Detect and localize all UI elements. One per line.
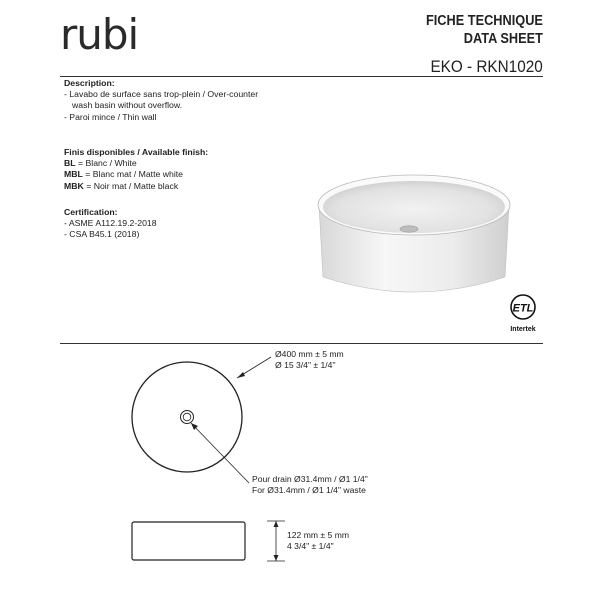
technical-drawing [0,340,600,600]
header-divider [60,76,543,77]
drain-english: For Ø31.4mm / Ø1 1/4" waste [252,484,366,495]
rubi-logo: rubi [60,10,139,59]
drain-label [252,474,368,495]
height-metric: 122 mm ± 5 mm [287,530,350,540]
description-heading: Description: [64,78,115,88]
description-line: wash basin without overflow. [72,100,183,111]
basin-product-image [305,165,523,300]
etl-intertek-icon [497,290,549,334]
certification-item: - CSA B45.1 (2018) [64,229,140,240]
height-imperial: 4 3/4" ± 1/4" [287,540,334,551]
finish-text: = Blanc mat / Matte white [82,169,184,180]
certification-item: - ASME A112.19.2-2018 [64,218,157,229]
description-line: - Lavabo de surface sans trop-plein / Over-counter [64,89,259,100]
certification-heading: Certification: [64,207,118,217]
side-view-outline [132,522,245,560]
title-fiche-technique: FICHE TECHNIQUE [426,13,543,29]
intertek-label: Intertek [510,326,536,333]
drain-inner [183,413,191,421]
finish-code: BL [64,158,76,169]
finish-text: = Blanc / White [75,158,137,169]
diameter-label [275,349,344,370]
finish-text: = Noir mat / Matte black [83,180,179,191]
drain-french: Pour drain Ø31.4mm / Ø1 1/4" [252,474,368,484]
finish-code: MBL [64,169,83,180]
finish-item [64,158,208,169]
diameter-imperial: Ø 15 3/4" ± 1/4" [275,359,336,370]
etl-mark: ETL [512,302,534,315]
drain-icon [400,226,418,232]
diameter-metric: Ø400 mm ± 5 mm [275,349,344,359]
finishes-heading: Finis disponibles / Available finish: [64,147,209,157]
description-line: - Paroi mince / Thin wall [64,111,157,122]
model-number: EKO - RKN1020 [430,57,543,76]
description-section [64,78,258,123]
drain-outer [181,411,194,424]
finish-item [64,169,208,180]
finishes-section [64,147,208,192]
height-label [287,530,349,551]
certification-section [64,207,157,241]
finish-item [64,181,208,192]
top-view-outline [132,362,242,472]
finish-code: MBK [64,180,84,191]
title-data-sheet: DATA SHEET [463,31,543,47]
